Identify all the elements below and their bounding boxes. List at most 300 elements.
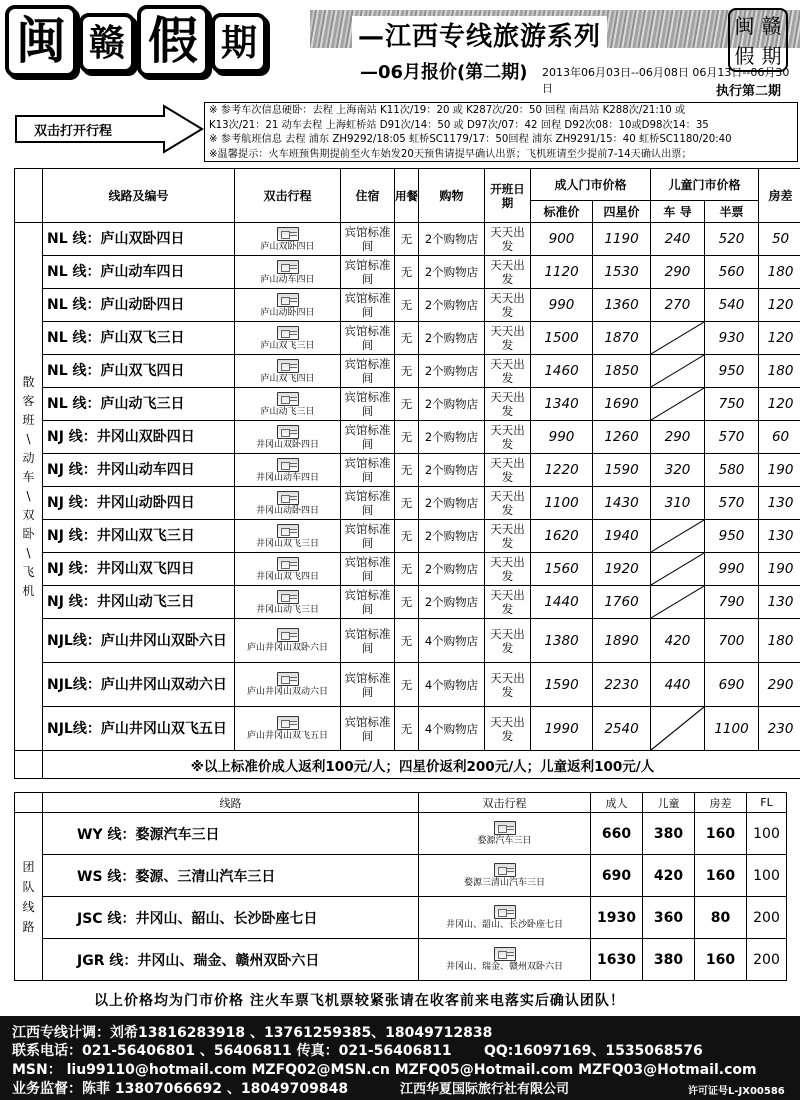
standard-price: 1120 <box>531 256 593 289</box>
diagonal-line <box>651 586 704 618</box>
shopping-cell: 2个购物店 <box>419 553 485 586</box>
header-half: 半票 <box>705 201 759 223</box>
group-itinerary-file[interactable] <box>419 905 590 930</box>
group-child-price: 360 <box>643 897 695 939</box>
rebate-row <box>15 751 800 779</box>
itinerary-link[interactable] <box>235 487 341 520</box>
departure-cell: 天天出发 <box>485 388 531 421</box>
seat-price: 270 <box>651 289 705 322</box>
four-star-price: 1360 <box>593 289 651 322</box>
standard-price: 1100 <box>531 487 593 520</box>
departure-cell: 天天出发 <box>485 553 531 586</box>
room-diff: 190 <box>759 553 800 586</box>
side-label-char: 双 <box>22 507 35 522</box>
group-header-diff: 房差 <box>695 793 747 813</box>
group-header-route: 线路 <box>43 793 419 813</box>
tour-row <box>15 355 800 388</box>
route-name: NJL线：庐山井冈山双卧六日 <box>43 619 235 663</box>
meals-cell: 无 <box>395 256 419 289</box>
half-price: 540 <box>705 289 759 322</box>
departure-cell: 天天出发 <box>485 454 531 487</box>
seal-char: 赣 <box>761 14 782 38</box>
four-star-price: 1190 <box>593 223 651 256</box>
four-star-price: 2540 <box>593 707 651 751</box>
half-price: 570 <box>705 487 759 520</box>
document-icon <box>277 590 299 604</box>
document-icon <box>277 491 299 505</box>
room-diff: 180 <box>759 355 800 388</box>
itinerary-file[interactable] <box>235 260 340 285</box>
document-icon <box>494 905 516 919</box>
contact-phone: 联系电话：021-56406801 、56406811 传真：021-56406811 <box>12 1043 452 1059</box>
route-name: NL 线：庐山动车四日 <box>43 256 235 289</box>
itinerary-file[interactable] <box>235 359 340 384</box>
group-route-name: WY 线：婺源汽车三日 <box>43 813 419 855</box>
meals-cell: 无 <box>395 619 419 663</box>
departure-cell: 天天出发 <box>485 421 531 454</box>
hotel-cell: 宾馆标准间 <box>341 487 395 520</box>
itinerary-link[interactable] <box>235 663 341 707</box>
four-star-price: 1920 <box>593 553 651 586</box>
tour-row <box>15 289 800 322</box>
side-label-char: 机 <box>22 583 35 598</box>
itinerary-filename: 庐山井冈山双飞五日 <box>246 731 328 741</box>
price-title: —06月报价(第二期) <box>360 62 528 83</box>
header-four-star: 四星价 <box>593 201 651 223</box>
group-child-price: 380 <box>643 939 695 981</box>
group-side-char: 队 <box>22 879 35 894</box>
tour-row <box>15 256 800 289</box>
rebate-side <box>15 751 43 779</box>
itinerary-link[interactable] <box>235 520 341 553</box>
contact-msn: MSN： liu99110@hotmail.com MZFQ02@MSN.cn MZFQ05@Hotmail.com MZFQ03@Hotmail.com <box>12 1062 757 1078</box>
itinerary-link[interactable] <box>235 289 341 322</box>
departure-cell: 天天出发 <box>485 487 531 520</box>
four-star-price: 1940 <box>593 520 651 553</box>
group-itinerary-link[interactable] <box>419 855 591 897</box>
group-room-diff: 160 <box>695 813 747 855</box>
shopping-cell: 2个购物店 <box>419 520 485 553</box>
meals-cell: 无 <box>395 707 419 751</box>
group-row <box>15 897 787 939</box>
document-icon <box>277 716 299 730</box>
four-star-price: 1850 <box>593 355 651 388</box>
document-icon <box>277 392 299 406</box>
departure-cell: 天天出发 <box>485 586 531 619</box>
issue-label: 执行第二期 <box>716 84 782 99</box>
seal-char: 假 <box>734 44 755 68</box>
four-star-price: 1760 <box>593 586 651 619</box>
itinerary-filename: 庐山井冈山双动六日 <box>246 687 328 697</box>
arrow-label: 双击打开行程 <box>34 124 113 139</box>
tour-row <box>15 707 800 751</box>
group-adult-price: 1930 <box>591 897 643 939</box>
itinerary-file[interactable] <box>235 491 340 516</box>
side-label-char: 车 <box>22 469 35 484</box>
seat-price: 320 <box>651 454 705 487</box>
route-name: NJL线：庐山井冈山双飞五日 <box>43 707 235 751</box>
document-icon <box>277 628 299 642</box>
side-label-char: 卧 <box>22 526 35 541</box>
group-fl: 200 <box>747 897 787 939</box>
tour-row <box>15 619 800 663</box>
standard-price: 1220 <box>531 454 593 487</box>
hotel-cell: 宾馆标准间 <box>341 256 395 289</box>
seat-price: 310 <box>651 487 705 520</box>
itinerary-filename: 庐山动卧四日 <box>260 307 315 318</box>
side-label-char: 飞 <box>22 564 35 579</box>
hotel-cell: 宾馆标准间 <box>341 553 395 586</box>
group-room-diff: 160 <box>695 855 747 897</box>
itinerary-file[interactable] <box>235 458 340 483</box>
room-diff: 130 <box>759 520 800 553</box>
meals-cell: 无 <box>395 454 419 487</box>
standard-price: 1590 <box>531 663 593 707</box>
itinerary-filename: 井冈山动飞三日 <box>255 604 319 615</box>
itinerary-file[interactable] <box>235 392 340 417</box>
itinerary-filename: 井冈山双飞四日 <box>255 571 319 582</box>
room-diff: 50 <box>759 223 800 256</box>
standard-price: 1440 <box>531 586 593 619</box>
diagonal-line <box>651 520 704 552</box>
header-route: 线路及编号 <box>43 169 235 223</box>
meals-cell: 无 <box>395 355 419 388</box>
half-price: 700 <box>705 619 759 663</box>
group-adult-price: 1630 <box>591 939 643 981</box>
itinerary-link[interactable] <box>235 355 341 388</box>
document-icon <box>277 557 299 571</box>
group-itinerary-filename: 婺源三清山汽车三日 <box>463 878 545 888</box>
header-child-price: 儿童门市价格 <box>651 169 759 201</box>
diagonal-line <box>651 355 704 387</box>
seal-char: 闽 <box>734 14 755 38</box>
seat-price-na <box>651 707 705 751</box>
standard-price: 1620 <box>531 520 593 553</box>
side-header <box>15 169 43 223</box>
itinerary-link[interactable] <box>235 619 341 663</box>
four-star-price: 1890 <box>593 619 651 663</box>
header-hotel: 住宿 <box>341 169 395 223</box>
contact-qq: QQ:16097169、1535068576 <box>484 1043 703 1059</box>
shopping-cell: 2个购物店 <box>419 388 485 421</box>
room-diff: 130 <box>759 487 800 520</box>
itinerary-link[interactable] <box>235 256 341 289</box>
license-number: 许可证号L-JX00586 <box>688 1086 785 1097</box>
four-star-price: 1260 <box>593 421 651 454</box>
tour-row <box>15 223 800 256</box>
header <box>0 0 800 100</box>
tour-row <box>15 454 800 487</box>
group-header-child: 儿童 <box>643 793 695 813</box>
tour-rows <box>15 223 800 779</box>
standard-price: 1560 <box>531 553 593 586</box>
route-name: NJ 线：井冈山动飞三日 <box>43 586 235 619</box>
half-price: 990 <box>705 553 759 586</box>
room-diff: 290 <box>759 663 800 707</box>
seat-price: 440 <box>651 663 705 707</box>
group-itinerary-filename: 井冈山、韶山、长沙卧座七日 <box>445 920 563 930</box>
route-name: NJ 线：井冈山动卧四日 <box>43 487 235 520</box>
group-adult-price: 690 <box>591 855 643 897</box>
hotel-cell: 宾馆标准间 <box>341 619 395 663</box>
standard-price: 990 <box>531 289 593 322</box>
four-star-price: 1690 <box>593 388 651 421</box>
itinerary-filename: 庐山双飞三日 <box>260 340 315 351</box>
document-icon <box>494 863 516 877</box>
group-itinerary-link[interactable] <box>419 897 591 939</box>
document-icon <box>277 359 299 373</box>
group-fl: 100 <box>747 855 787 897</box>
group-header-fl: FL <box>747 793 787 813</box>
header-shopping: 购物 <box>419 169 485 223</box>
logo-char: 假 <box>137 5 209 77</box>
seat-price-na <box>651 388 705 421</box>
shopping-cell: 4个购物店 <box>419 619 485 663</box>
company-name: 江西华夏国际旅行社有限公司 <box>400 1082 570 1097</box>
seat-price-na <box>651 520 705 553</box>
itinerary-link[interactable] <box>235 322 341 355</box>
seat-price: 290 <box>651 421 705 454</box>
logo-char: 期 <box>211 13 267 73</box>
seat-price-na <box>651 586 705 619</box>
travel-notes <box>204 102 798 162</box>
side-label-char: 散 <box>22 374 35 389</box>
four-star-price: 2230 <box>593 663 651 707</box>
seal-char: 期 <box>761 44 782 68</box>
seat-price-na <box>651 322 705 355</box>
document-icon <box>277 293 299 307</box>
itinerary-link[interactable] <box>235 388 341 421</box>
room-diff: 130 <box>759 586 800 619</box>
four-star-price: 1590 <box>593 454 651 487</box>
group-route-name: WS 线：婺源、三清山汽车三日 <box>43 855 419 897</box>
room-diff: 180 <box>759 256 800 289</box>
seat-price: 240 <box>651 223 705 256</box>
half-price: 790 <box>705 586 759 619</box>
note-line: ※温馨提示：火车班预售期提前至火车始发20天预售请提早确认出票；飞机班请至少提前7-14天确认出票； <box>209 148 692 160</box>
header-standard: 标准价 <box>531 201 593 223</box>
itinerary-link[interactable] <box>235 553 341 586</box>
itinerary-file[interactable] <box>235 293 340 318</box>
group-room-diff: 80 <box>695 897 747 939</box>
seat-price: 420 <box>651 619 705 663</box>
half-price: 560 <box>705 256 759 289</box>
open-itinerary-arrow[interactable] <box>14 104 204 154</box>
document-icon <box>277 326 299 340</box>
contact-panel <box>0 1016 800 1100</box>
group-fl: 200 <box>747 939 787 981</box>
note-line: ※ 参考航班信息 去程 浦东 ZH9292/18:05 虹桥SC1179/17：50回程 浦东 ZH9291/15：40 虹桥SC1180/20:40 <box>209 134 732 145</box>
room-diff: 120 <box>759 289 800 322</box>
departure-cell: 天天出发 <box>485 289 531 322</box>
route-name: NJ 线：井冈山双飞四日 <box>43 553 235 586</box>
header-departure: 开班日期 <box>485 169 531 223</box>
itinerary-file[interactable] <box>235 227 340 252</box>
four-star-price: 1870 <box>593 322 651 355</box>
itinerary-filename: 井冈山双卧四日 <box>255 439 319 450</box>
standard-price: 990 <box>531 421 593 454</box>
route-name: NJL线：庐山井冈山双动六日 <box>43 663 235 707</box>
diagonal-line <box>651 322 704 354</box>
standard-price: 1990 <box>531 707 593 751</box>
itinerary-link[interactable] <box>235 223 341 256</box>
standard-price: 1340 <box>531 388 593 421</box>
half-price: 1100 <box>705 707 759 751</box>
side-label-char: 动 <box>22 450 35 465</box>
meals-cell: 无 <box>395 289 419 322</box>
departure-cell: 天天出发 <box>485 322 531 355</box>
route-name: NJ 线：井冈山双卧四日 <box>43 421 235 454</box>
date-range: 2013年06月03日--06月08日 06月13日--06月30日 <box>542 66 790 95</box>
itinerary-filename: 庐山双卧四日 <box>260 241 315 252</box>
group-room-diff: 160 <box>695 939 747 981</box>
document-icon <box>277 458 299 472</box>
meals-cell: 无 <box>395 322 419 355</box>
itinerary-filename: 庐山动飞三日 <box>260 406 315 417</box>
half-price: 930 <box>705 322 759 355</box>
itinerary-filename: 庐山井冈山双卧六日 <box>246 643 328 653</box>
standard-price: 900 <box>531 223 593 256</box>
itinerary-file[interactable] <box>235 557 340 582</box>
shopping-cell: 4个购物店 <box>419 707 485 751</box>
hotel-cell: 宾馆标准间 <box>341 388 395 421</box>
route-name: NJ 线：井冈山动车四日 <box>43 454 235 487</box>
four-star-price: 1430 <box>593 487 651 520</box>
departure-cell: 天天出发 <box>485 707 531 751</box>
group-route-name: JGR 线：井冈山、瑞金、赣州双卧六日 <box>43 939 419 981</box>
header-seat: 车 导 <box>651 201 705 223</box>
footer-note: 以上价格均为门市价格 注火车票飞机票较紧张请在收客前来电落实后确认团队！ <box>94 993 625 1009</box>
group-child-price: 380 <box>643 813 695 855</box>
shopping-cell: 2个购物店 <box>419 256 485 289</box>
document-icon <box>277 672 299 686</box>
side-label-char: \ <box>26 488 31 503</box>
group-itinerary-filename: 井冈山、瑞金、赣州双卧六日 <box>445 962 563 972</box>
itinerary-file[interactable] <box>235 628 340 653</box>
group-rows <box>15 813 787 981</box>
itinerary-file[interactable] <box>235 425 340 450</box>
group-row <box>15 939 787 981</box>
departure-cell: 天天出发 <box>485 663 531 707</box>
shopping-cell: 2个购物店 <box>419 454 485 487</box>
logo-char: 赣 <box>79 13 135 73</box>
seat-price-na <box>651 355 705 388</box>
hotel-cell: 宾馆标准间 <box>341 586 395 619</box>
itinerary-filename: 井冈山动卧四日 <box>255 505 319 516</box>
route-name: NL 线：庐山双飞三日 <box>43 322 235 355</box>
itinerary-file[interactable] <box>235 590 340 615</box>
shopping-cell: 2个购物店 <box>419 322 485 355</box>
itinerary-link[interactable] <box>235 421 341 454</box>
shopping-cell: 4个购物店 <box>419 663 485 707</box>
half-price: 950 <box>705 355 759 388</box>
departure-cell: 天天出发 <box>485 256 531 289</box>
side-label-char: 班 <box>22 412 35 427</box>
itinerary-filename: 庐山双飞四日 <box>260 373 315 384</box>
group-itinerary-link[interactable] <box>419 813 591 855</box>
route-name: NL 线：庐山动飞三日 <box>43 388 235 421</box>
rebate-note: ※以上标准价成人返利100元/人；四星价返利200元/人；儿童返利100元/人 <box>43 751 800 779</box>
group-itinerary-file[interactable] <box>419 863 590 888</box>
itinerary-link[interactable] <box>235 707 341 751</box>
room-diff: 120 <box>759 388 800 421</box>
itinerary-link[interactable] <box>235 454 341 487</box>
side-label-char: \ <box>26 431 31 446</box>
group-side-char: 路 <box>22 919 35 934</box>
document-icon <box>494 947 516 961</box>
side-label <box>15 223 43 751</box>
four-star-price: 1530 <box>593 256 651 289</box>
document-icon <box>494 821 516 835</box>
half-price: 570 <box>705 421 759 454</box>
group-side-char: 团 <box>22 859 35 874</box>
group-itinerary-filename: 婺源汽车三日 <box>477 836 532 846</box>
meals-cell: 无 <box>395 223 419 256</box>
document-icon <box>277 524 299 538</box>
hotel-cell: 宾馆标准间 <box>341 421 395 454</box>
itinerary-filename: 井冈山动车四日 <box>255 472 319 483</box>
itinerary-link[interactable] <box>235 586 341 619</box>
departure-cell: 天天出发 <box>485 223 531 256</box>
group-route-name: JSC 线：井冈山、韶山、长沙卧座七日 <box>43 897 419 939</box>
group-side-header <box>15 793 43 813</box>
tour-row <box>15 487 800 520</box>
note-line: ※ 参考车次信息硬卧：去程 上海南站 K11次/19：20 或 K287次/20：50 回程 南昌站 K288次/21:10 或 <box>209 105 686 116</box>
group-itinerary-file[interactable] <box>419 947 590 972</box>
half-price: 750 <box>705 388 759 421</box>
side-label-char: 客 <box>22 393 35 408</box>
hotel-cell: 宾馆标准间 <box>341 355 395 388</box>
tour-row <box>15 520 800 553</box>
route-name: NL 线：庐山动卧四日 <box>43 289 235 322</box>
note-line: K13次/21：21 动车去程 上海虹桥站 D91次/14：50 或 D97次/07：42 回程 D92次08：10或D98次14：35 <box>209 119 709 131</box>
shopping-cell: 2个购物店 <box>419 421 485 454</box>
meals-cell: 无 <box>395 663 419 707</box>
header-room-diff: 房差 <box>759 169 800 223</box>
meals-cell: 无 <box>395 421 419 454</box>
brand-logo <box>5 5 267 77</box>
half-price: 950 <box>705 520 759 553</box>
hotel-cell: 宾馆标准间 <box>341 289 395 322</box>
group-row <box>15 855 787 897</box>
group-itinerary-link[interactable] <box>419 939 591 981</box>
room-diff: 60 <box>759 421 800 454</box>
meals-cell: 无 <box>395 388 419 421</box>
itinerary-file[interactable] <box>235 326 340 351</box>
group-itinerary-file[interactable] <box>419 821 590 846</box>
document-icon <box>277 260 299 274</box>
itinerary-file[interactable] <box>235 524 340 549</box>
shopping-cell: 2个购物店 <box>419 586 485 619</box>
seat-price: 290 <box>651 256 705 289</box>
standard-price: 1500 <box>531 322 593 355</box>
room-diff: 190 <box>759 454 800 487</box>
route-name: NL 线：庐山双飞四日 <box>43 355 235 388</box>
half-price: 520 <box>705 223 759 256</box>
room-diff: 180 <box>759 619 800 663</box>
side-label-char: \ <box>26 545 31 560</box>
tour-row <box>15 388 800 421</box>
document-icon <box>277 425 299 439</box>
group-header-itinerary: 双击行程 <box>419 793 591 813</box>
header-adult-price: 成人门市价格 <box>531 169 651 201</box>
hotel-cell: 宾馆标准间 <box>341 707 395 751</box>
hotel-cell: 宾馆标准间 <box>341 520 395 553</box>
itinerary-file[interactable] <box>235 672 340 697</box>
scheduled-tours-table <box>14 168 800 779</box>
itinerary-file[interactable] <box>235 716 340 741</box>
tour-row <box>15 322 800 355</box>
